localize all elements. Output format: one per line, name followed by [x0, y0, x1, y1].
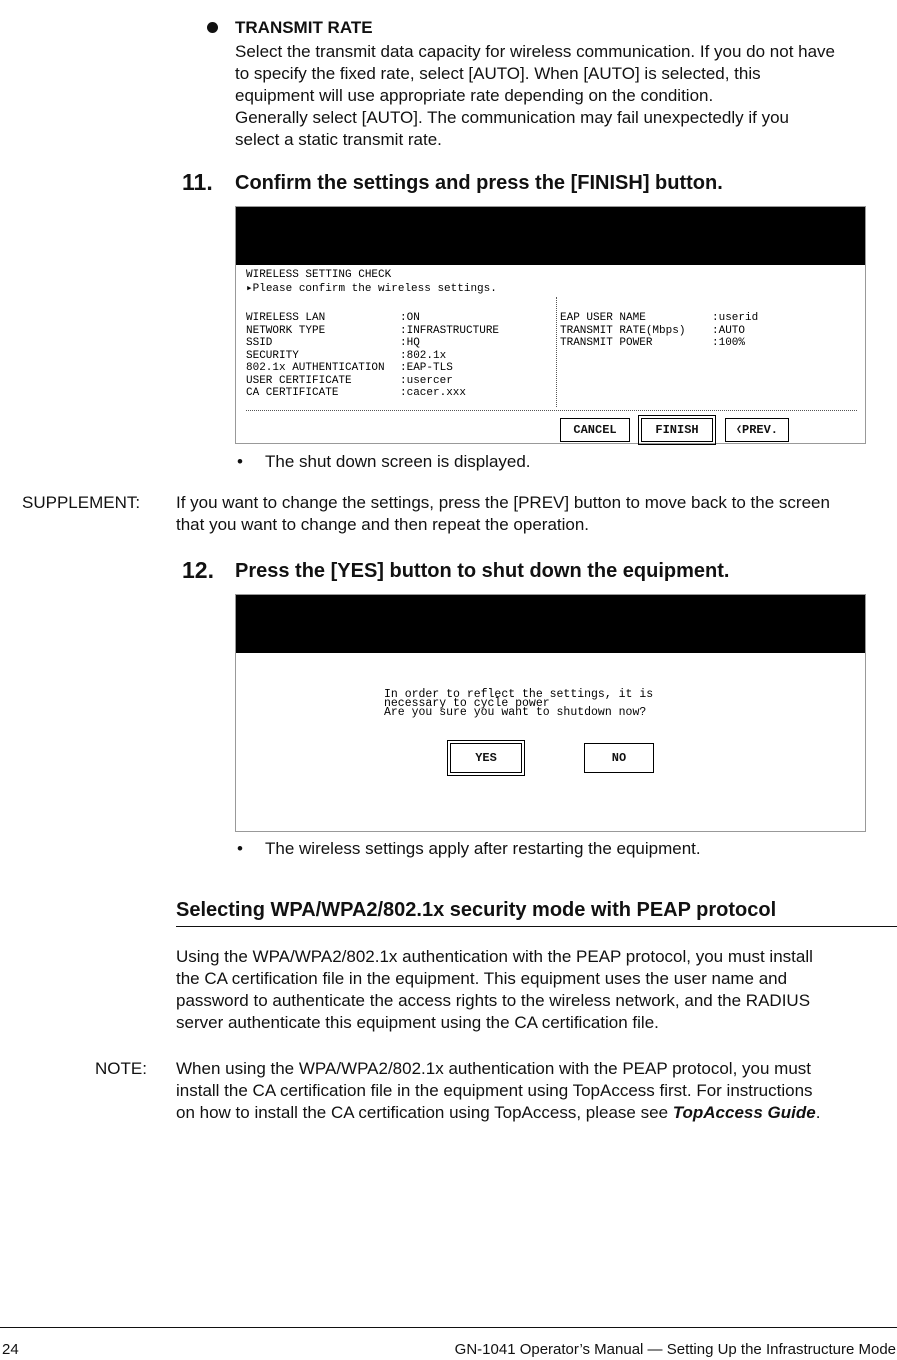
note-text: When using the WPA/WPA2/802.1x authentication with the PEAP protocol, you must install the CA certification file in the equipment using TopAccess first. For instructions on how to install the CA certification using TopAccess, please see TopAccess Guide. — [176, 1059, 821, 1122]
supplement-text: If you want to change the settings, press the [PREV] button to move back to the screen that you want to change and then repeat the operation. — [176, 493, 830, 534]
footer-rule — [0, 1327, 897, 1328]
left-settings-list — [246, 312, 499, 400]
yes-button[interactable]: YES — [450, 743, 522, 773]
prev-button[interactable]: ❮ PREV. — [725, 418, 789, 442]
setting-row: SECURITY :802.1x — [246, 349, 447, 362]
step-title: Press the [YES] button to shut down the equipment. — [235, 560, 730, 582]
bullet-dot — [207, 22, 218, 33]
wireless-setting-check-screen — [235, 206, 866, 444]
shutdown-message: In order to reflect the settings, it is necessary to cycle power Are you sure you want to shutdown now? — [384, 688, 654, 719]
right-settings-list — [560, 312, 758, 350]
section-rule — [176, 926, 897, 927]
cancel-button[interactable]: CANCEL — [560, 418, 630, 442]
result-text: The wireless settings apply after restarting the equipment. — [265, 839, 701, 858]
step-title: Confirm the settings and press the [FINISH] button. — [235, 172, 723, 194]
pointer-arrow-icon: ▸ — [246, 283, 253, 295]
left-arrow-icon: ❮ — [735, 425, 742, 436]
button-divider — [246, 410, 857, 411]
bullet-description: Select the transmit data capacity for wireless communication. If you do not have to specify the fixed rate, select [AUTO]. When [AUTO] is selected, this equipment will use appropriate rate depending on the condition. Generally select [AUTO]. The communication may fail unexpectedly if you select a static transmit rate. — [235, 42, 836, 149]
setting-row: EAP USER NAME :userid — [560, 312, 759, 324]
no-button[interactable]: NO — [584, 743, 654, 773]
page-number: 24 — [2, 1341, 19, 1358]
finish-button[interactable]: FINISH — [641, 418, 713, 442]
section-title: Selecting WPA/WPA2/802.1x security mode with PEAP protocol — [176, 899, 777, 921]
step-number: 11. — [182, 169, 213, 195]
screen-prompt: ▸Please confirm the wireless settings. — [246, 283, 497, 295]
step-number: 12. — [182, 557, 214, 583]
screen-header-bar — [236, 207, 865, 265]
column-divider — [556, 297, 557, 407]
setting-row: USER CERTIFICATE :usercer — [246, 374, 453, 387]
footer-title: GN-1041 Operator’s Manual — Setting Up the Infrastructure Mode — [454, 1341, 896, 1358]
note-label: NOTE: — [95, 1059, 147, 1078]
supplement-label: SUPPLEMENT: — [22, 493, 141, 512]
setting-row: SSID :HQ — [246, 337, 420, 349]
section-paragraph: Using the WPA/WPA2/802.1x authentication with the PEAP protocol, you must install the CA certification file in the equipment. This equipment uses the user name and password to authenticate the access rights to the wireless network, and the RADIUS server authenticate this equipment using the CA certification file. — [176, 947, 813, 1032]
setting-row: WIRELESS LAN :ON — [246, 312, 420, 324]
shutdown-screen — [235, 594, 866, 832]
setting-row: 802.1x AUTHENTICATION :EAP-TLS — [246, 362, 453, 374]
bullet-symbol: • — [237, 452, 243, 471]
screen-heading: WIRELESS SETTING CHECK — [246, 269, 392, 281]
result-text: The shut down screen is displayed. — [265, 452, 531, 471]
setting-row: TRANSMIT RATE(Mbps) :AUTO — [560, 324, 746, 337]
bullet-title: TRANSMIT RATE — [235, 18, 373, 37]
setting-row: CA CERTIFICATE :cacer.xxx — [246, 387, 467, 399]
topaccess-guide-reference: TopAccess Guide — [672, 1103, 816, 1122]
setting-row: TRANSMIT POWER :100% — [560, 337, 746, 349]
bullet-symbol: • — [237, 839, 243, 858]
setting-row: NETWORK TYPE :INFRASTRUCTURE — [246, 324, 500, 337]
screen-header-bar — [236, 595, 865, 653]
